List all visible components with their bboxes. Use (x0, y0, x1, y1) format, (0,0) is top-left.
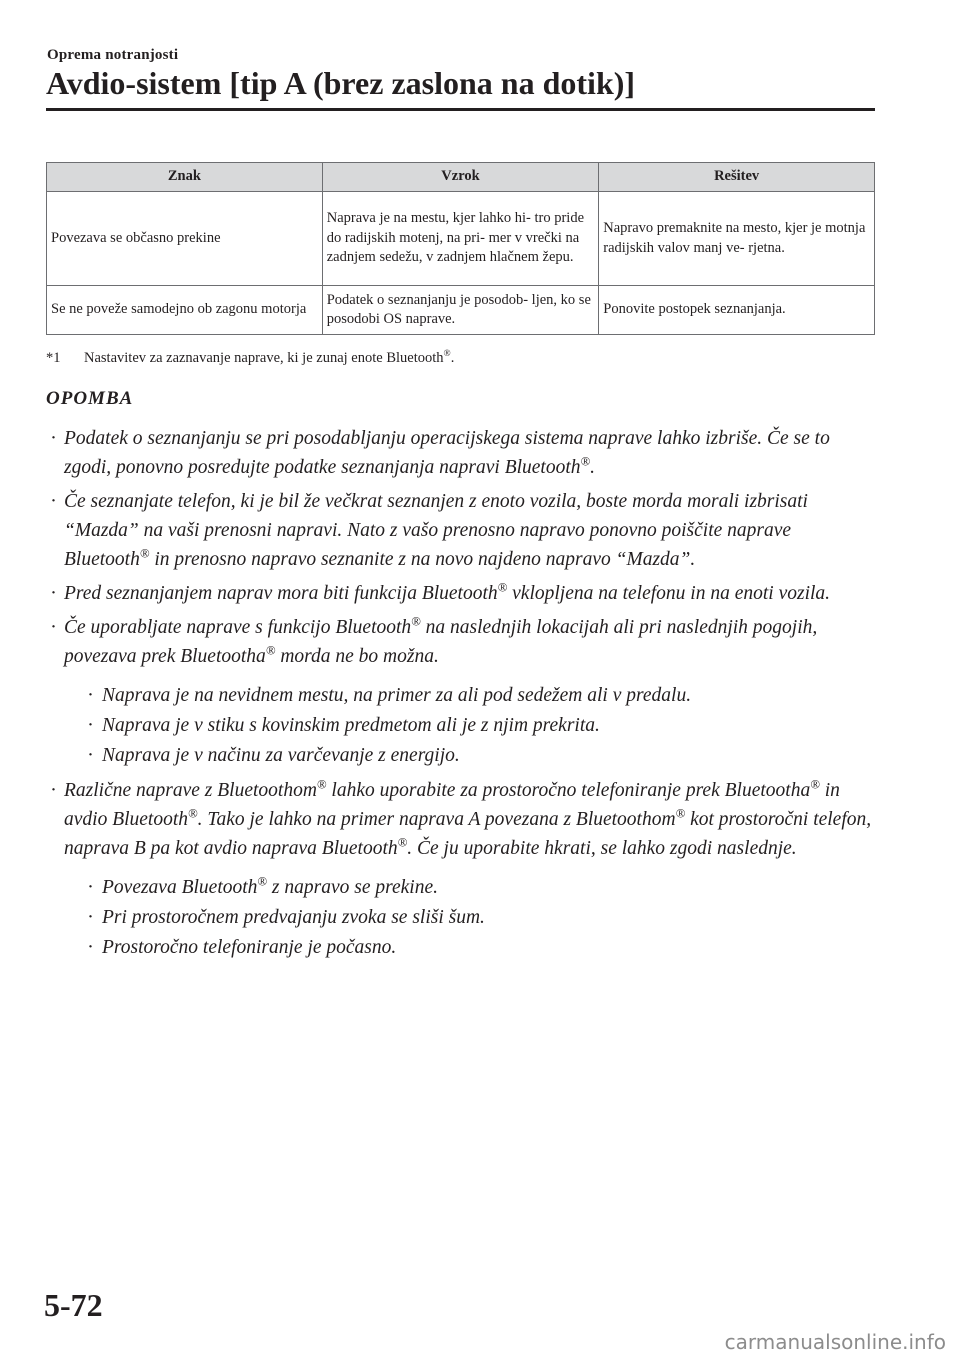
page-number: 5-72 (44, 1287, 103, 1323)
registered-mark: ® (139, 546, 150, 561)
column-header-vzrok: Vzrok (322, 163, 599, 192)
bullet-icon: · (88, 939, 94, 955)
table-row (47, 192, 875, 286)
note-text: Če seznanjate telefon, ki je bil že večkrat seznanjen z enoto vozila, boste morda morali izbrisati “Mazda” na vaši prenosni napravi. Nato z vašo prenosno napravo ponovno poiščite naprave Bluetooth (64, 491, 808, 570)
title-divider (46, 108, 875, 111)
note-text: lahko uporabite za prostoročno telefoniranje prek Bluetootha (326, 780, 811, 801)
section-label: Oprema notranjosti (47, 47, 179, 63)
bullet-icon: · (88, 909, 94, 925)
footnote-text: Nastavitev za zaznavanje naprave, ki je zunaj enote Bluetooth (84, 350, 444, 366)
note-heading: OPOMBA (46, 388, 134, 409)
troubleshooting-table (46, 162, 875, 335)
bullet-icon: · (88, 687, 94, 703)
table-row (47, 286, 875, 335)
note-text: . (590, 457, 596, 478)
note-text: in prenosno napravo seznanite z na novo najdeno napravo “Mazda”. (149, 549, 696, 570)
sub-list-item (64, 873, 878, 902)
registered-mark: ® (397, 835, 408, 850)
bullet-icon: · (51, 493, 57, 509)
table-header-row (47, 163, 875, 192)
cell-vzrok: Podatek o seznanjanju je posodob- ljen, ko se posodobi OS naprave. (322, 286, 599, 335)
note-text: Pred seznanjanjem naprav mora biti funkcija Bluetooth (64, 583, 498, 604)
sub-list-item (64, 681, 878, 710)
sub-list-item (64, 933, 878, 962)
sub-list-item (64, 903, 878, 932)
sub-item-text: Naprava je v načinu za varčevanje z energijo. (102, 745, 460, 766)
sub-item-text: Prostoročno telefoniranje je počasno. (102, 937, 397, 958)
note-text: kot prostoročni telefon, naprava B pa kot avdio naprava Bluetooth (64, 809, 872, 859)
cell-resitev: Napravo premaknite na mesto, kjer je motnja radijskih valov manj ve- rjetna. (599, 192, 875, 286)
note-text: Različne naprave z Bluetoothom (64, 780, 317, 801)
column-header-resitev: Rešitev (599, 163, 875, 192)
list-item (48, 613, 878, 770)
note-text: Podatek o seznanjanju se pri posodabljanju operacijskega sistema naprave lahko izbriše. Če se to zgodi, ponovno posredujte podatke seznanjanja napravi Bluetooth (64, 428, 830, 478)
note-text: . Tako je lahko na primer naprava A povezana z Bluetoothom (197, 809, 676, 830)
footnote-mark: *1 (46, 350, 61, 366)
cell-znak: Povezava se občasno prekine (47, 192, 323, 286)
registered-mark: ® (497, 580, 508, 595)
bullet-icon: · (51, 430, 57, 446)
watermark: carmanualsonline.info (724, 1330, 946, 1354)
sub-item-text: Naprava je na nevidnem mestu, na primer za ali pod sedežem ali v predalu. (102, 685, 692, 706)
sub-item-text: z napravo se prekine. (267, 877, 438, 898)
note-text: . Če ju uporabite hkrati, se lahko zgodi naslednje. (407, 838, 797, 859)
bullet-icon: · (51, 585, 57, 601)
registered-mark: ® (188, 806, 198, 821)
footnote-end: . (450, 350, 455, 366)
sub-item-text: Naprava je v stiku s kovinskim predmetom ali je z njim prekrita. (102, 715, 600, 736)
registered-mark: ® (443, 349, 451, 360)
list-item (48, 424, 878, 482)
note-list (48, 424, 878, 968)
note-text: morda ne bo možna. (275, 646, 439, 667)
sub-item-text: Pri prostoročnem predvajanju zvoka se sliši šum. (102, 907, 485, 928)
list-item (48, 487, 878, 574)
sub-list-item (64, 711, 878, 740)
bullet-icon: · (88, 747, 94, 763)
note-text: vklopljena na telefonu in na enoti vozila. (507, 583, 831, 604)
sub-list (64, 681, 878, 770)
note-text: in avdio Bluetooth (64, 780, 840, 830)
registered-mark: ® (675, 806, 686, 821)
cell-resitev: Ponovite postopek seznanjanja. (599, 286, 875, 335)
bullet-icon: · (88, 879, 94, 895)
list-item (48, 776, 878, 962)
cell-znak: Se ne poveže samodejno ob zagonu motorja (47, 286, 323, 335)
bullet-icon: · (51, 619, 57, 635)
registered-mark: ® (257, 874, 268, 889)
registered-mark: ® (411, 614, 421, 629)
page-title: Avdio-sistem [tip A (brez zaslona na dotik)] (46, 65, 636, 101)
registered-mark: ® (580, 454, 591, 469)
column-header-znak: Znak (47, 163, 323, 192)
registered-mark: ® (810, 777, 820, 792)
note-text: na naslednjih lokacijah ali pri naslednjih pogojih, povezava prek Bluetootha (64, 617, 818, 667)
sub-item-text: Povezava Bluetooth (102, 877, 258, 898)
sub-list-item (64, 741, 878, 770)
sub-list (64, 873, 878, 962)
registered-mark: ® (316, 777, 327, 792)
registered-mark: ® (265, 643, 276, 658)
footnote (46, 350, 454, 367)
bullet-icon: · (88, 717, 94, 733)
note-text: Če uporabljate naprave s funkcijo Bluetooth (64, 617, 412, 638)
list-item (48, 579, 878, 608)
bullet-icon: · (51, 782, 57, 798)
cell-vzrok: Naprava je na mestu, kjer lahko hi- tro pride do radijskih motenj, na pri- mer v vrečki na zadnjem sedežu, v zadnjem hlačnem žepu. (322, 192, 599, 286)
